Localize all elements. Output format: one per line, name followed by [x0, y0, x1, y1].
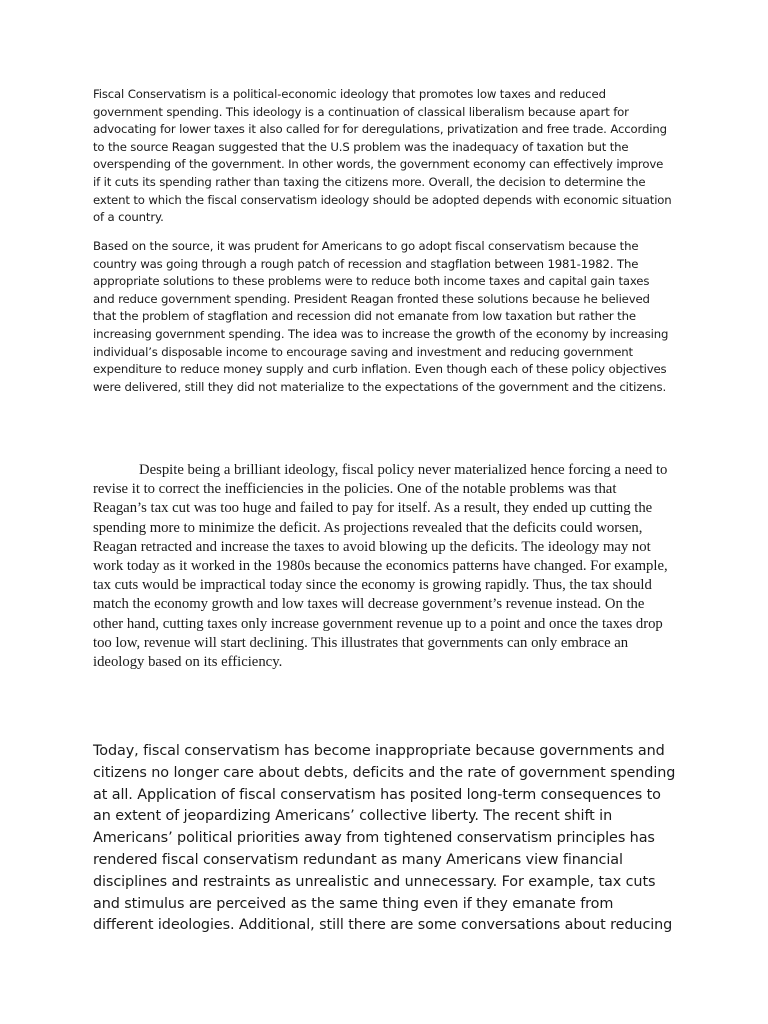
paragraph-fiscal-conservatism-definition: Fiscal Conservatism is a political-economic ideology that promotes low taxes and reduced government spending. This ideology is a continuation of classical liberalism because apart for advocating for lower taxes it also called for for deregulations, privatization and free trade. According to the source Reagan suggested that the U.S problem was the inadequacy of taxation but the overspending of the government. In other words, the government economy can effectively improve if it cuts its spending rather than taxing the citizens more. Overall, the decision to determine the extent to which the fiscal conservatism ideology should be adopted depends with economic situation of a country. [93, 87, 672, 225]
paragraph-reagan-adoption: Based on the source, it was prudent for Americans to go adopt fiscal conservatism because the country was going through a rough patch of recession and stagflation between 1981-1982. The appropriate solutions to these problems were to reduce both income taxes and capital gain taxes and reduce government spending. President Reagan fronted these solutions because he believed that the problem of stagflation and recession did not emanate from low taxation but rather the increasing government spending. The idea was to increase the growth of the economy by increasing individual’s disposable income to encourage saving and investment and reducing government expenditure to reduce money supply and curb inflation. Even though each of these policy objectives were delivered, still they did not materialize to the expectations of the government and the citizens. [93, 239, 669, 394]
paragraph-today-inappropriate: Today, fiscal conservatism has become inappropriate because governments and citizens no longer care about debts, deficits and the rate of government spending at all. Application of fiscal conservatism has posited long-term consequences to an extent of jeopardizing Americans’ collective liberty. The recent shift in Americans’ political priorities away from tightened conservatism principles has rendered fiscal conservatism redundant as many Americans view financial disciplines and restraints as unrealistic and unnecessary. For example, tax cuts and stimulus are perceived as the same thing even if they emanate from different ideologies. Additional, still there are some conversations about reducing [93, 743, 676, 934]
paragraph-policy-revision: Despite being a brilliant ideology, fiscal policy never materialized hence forcing a need to revise it to correct the inefficiencies in the policies. One of the notable problems was that Reagan’s tax cut was too huge and failed to pay for itself. As a result, they ended up cutting the spending more to minimize the deficit. As projections revealed that the deficits could worsen, Reagan retracted and increase the taxes to avoid blowing up the deficits. The ideology may not work today as it worked in the 1980s because the economics patterns have changed. For example, tax cuts would be impractical today since the economy is growing rapidly. Thus, the tax should match the economy growth and low taxes will decrease government’s revenue instead. On the other hand, cutting taxes only increase government revenue up to a point and once the taxes drop too low, revenue will start declining. This illustrates that governments can only embrace an ideology based on its efficiency. [93, 462, 668, 671]
